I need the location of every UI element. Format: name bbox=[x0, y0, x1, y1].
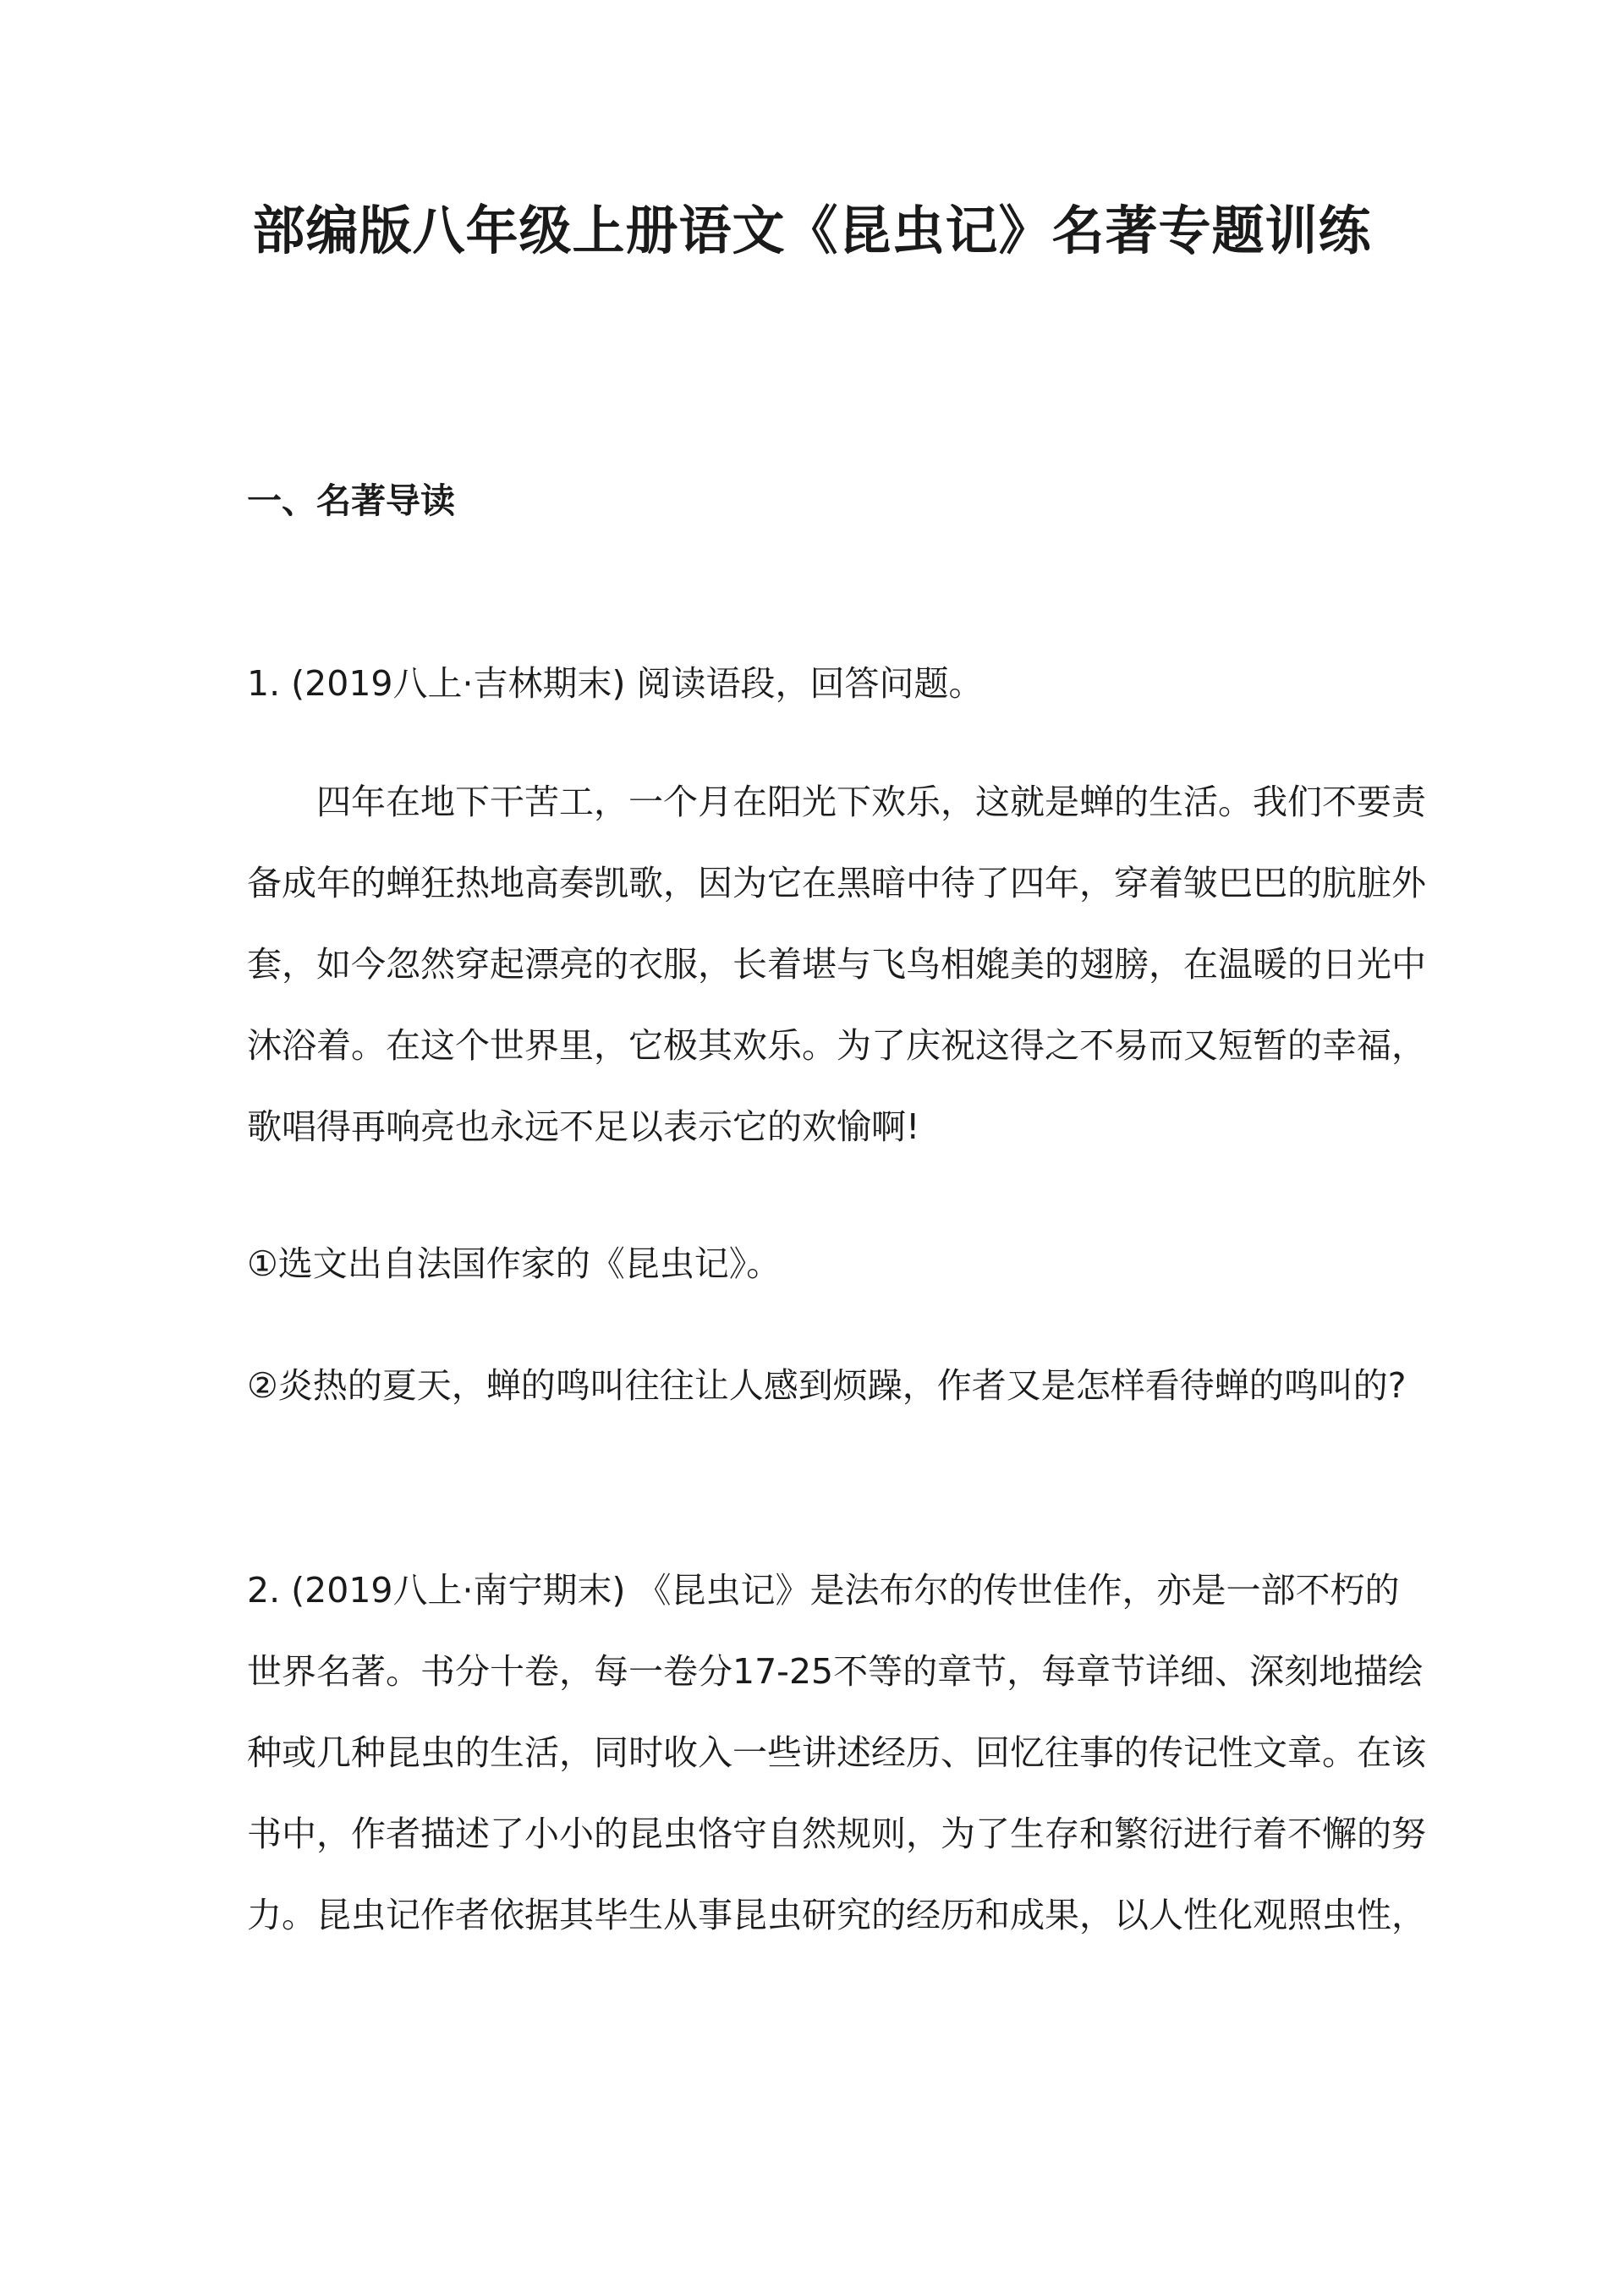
sub-item-text: ①选文出自法国作家的《昆虫记》。 bbox=[247, 1243, 782, 1284]
passage-line: 四年在地下干苦工，一个月在阳光下欢乐，这就是蝉的生活。我们不要责 bbox=[316, 782, 1426, 822]
sub-item-text: ②炎热的夏天，蝉的鸣叫往往让人感到烦躁，作者又是怎样看待蝉的鸣叫的? bbox=[247, 1365, 1407, 1406]
question-2-line: 种或几种昆虫的生活，同时收入一些讲述经历、回忆往事的传记性文章。在该 bbox=[247, 1732, 1426, 1773]
question-1-passage bbox=[247, 761, 1426, 1167]
question-1-stem-text: 1. (2019八上·吉林期末) 阅读语段，回答问题。 bbox=[247, 663, 984, 704]
question-2-line: 书中，作者描述了小小的昆虫恪守自然规则，为了生存和繁衍进行着不懈的努 bbox=[247, 1814, 1426, 1854]
passage-line: 备成年的蝉狂热地高奏凯歌，因为它在黑暗中待了四年，穿着皱巴巴的肮脏外 bbox=[247, 863, 1426, 903]
passage-line: 沐浴着。在这个世界里，它极其欢乐。为了庆祝这得之不易而又短暂的幸福， bbox=[247, 1025, 1426, 1066]
document-title: 部编版八年级上册语文《昆虫记》名著专题训练 bbox=[252, 200, 1372, 261]
question-2-line: 力。昆虫记作者依据其毕生从事昆虫研究的经历和成果，以人性化观照虫性， bbox=[247, 1895, 1426, 1935]
question-1-sub-item-1 bbox=[247, 1223, 1380, 1304]
question-2-line: 2. (2019八上·南宁期末) 《昆虫记》是法布尔的传世佳作，亦是一部不朽的 bbox=[247, 1570, 1400, 1611]
passage-line: 歌唱得再响亮也永远不足以表示它的欢愉啊! bbox=[247, 1106, 920, 1147]
passage-line: 套，如今忽然穿起漂亮的衣服，长着堪与飞鸟相媲美的翅膀，在温暖的日光中 bbox=[247, 944, 1426, 985]
question-1-sub-item-2 bbox=[247, 1345, 1407, 1426]
question-2-body bbox=[247, 1550, 1426, 1956]
question-1-stem bbox=[247, 643, 1380, 724]
section-heading: 一、名著导读 bbox=[247, 480, 455, 521]
question-2-line: 世界名著。书分十卷，每一卷分17-25不等的章节，每章节详细、深刻地描绘 bbox=[247, 1651, 1424, 1692]
